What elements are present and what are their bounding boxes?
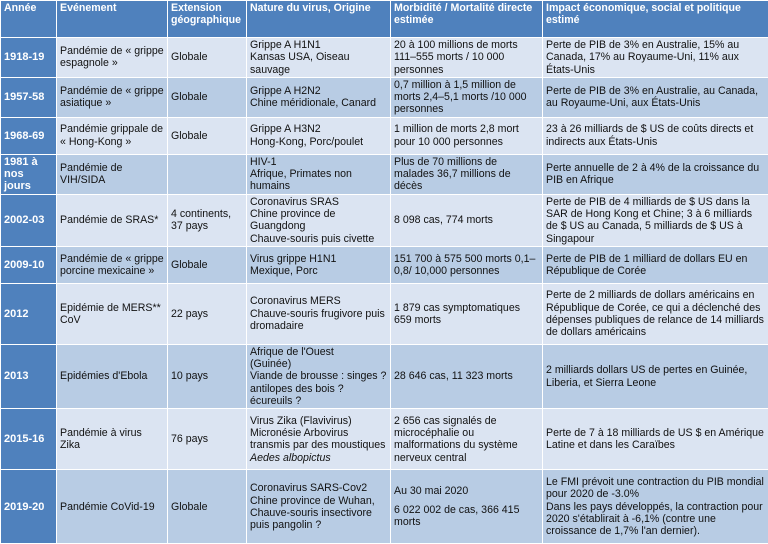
impact-cell: Perte de PIB de 4 milliards de $ US dans la SAR de Hong Kong et Chine; 3 à 6 milliards de $ US au Canada, 5 milliards de $ US à Singapour bbox=[543, 194, 768, 246]
nature-line: Afrique, Primates non humains bbox=[250, 168, 387, 193]
event-cell: Pandémie à virus Zika bbox=[57, 409, 168, 470]
morbidity-cell: 1 million de morts 2,8 mort pour 10 000 personnes bbox=[391, 117, 543, 154]
nature-cell bbox=[247, 246, 391, 283]
year-cell: 2012 bbox=[1, 283, 57, 344]
year-cell: 2009-10 bbox=[1, 246, 57, 283]
morbidity-cell bbox=[391, 470, 543, 544]
impact-cell: Perte de 2 milliards de dollars américains en République de Corée, ce qui a déclenché des dépenses publiques de relance de 14 milliards de dollars américains bbox=[543, 283, 768, 344]
nature-line: Chine méridionale, Canard bbox=[250, 97, 387, 109]
extent-cell: 10 pays bbox=[168, 344, 247, 408]
table-row bbox=[1, 283, 768, 344]
nature-cell bbox=[247, 154, 391, 194]
year-cell: 2013 bbox=[1, 344, 57, 408]
impact-cell bbox=[543, 470, 768, 544]
nature-line: Chine province de Wuhan, bbox=[250, 495, 387, 507]
morbidity-cell: 0,7 million à 1,5 million de morts 2,4–5,1 morts /10 000 personnes bbox=[391, 77, 543, 117]
table-row bbox=[1, 154, 768, 194]
header-row bbox=[1, 1, 768, 38]
header-event: Evénement bbox=[57, 1, 168, 38]
nature-line: Chauve-souris frugivore puis dromadaire bbox=[250, 308, 387, 333]
nature-line: Virus grippe H1N1 bbox=[250, 253, 387, 265]
event-cell: Pandémie de « grippe asiatique » bbox=[57, 77, 168, 117]
nature-line: (Guinée) bbox=[250, 358, 387, 370]
table-row bbox=[1, 38, 768, 78]
header-nature: Nature du virus, Origine bbox=[247, 1, 391, 38]
year-cell: 2019-20 bbox=[1, 470, 57, 544]
nature-cell bbox=[247, 409, 391, 470]
table-row bbox=[1, 117, 768, 154]
nature-species: Aedes albopictus bbox=[250, 452, 331, 464]
event-cell: Epidémie de MERS** CoV bbox=[57, 283, 168, 344]
table-row bbox=[1, 246, 768, 283]
nature-line: Mexique, Porc bbox=[250, 265, 387, 277]
nature-cell bbox=[247, 194, 391, 246]
nature-cell bbox=[247, 283, 391, 344]
event-cell: Pandémie grippale de « Hong-Kong » bbox=[57, 117, 168, 154]
event-cell: Pandémie de « grippe porcine mexicaine » bbox=[57, 246, 168, 283]
nature-line: Coronavirus MERS bbox=[250, 295, 387, 307]
nature-line: Micronésie Arbovirus transmis par des moustiques bbox=[250, 427, 385, 451]
nature-line: Chauve-souris insectivore puis pangolin ? bbox=[250, 507, 387, 532]
header-extent: Extension géographique bbox=[168, 1, 247, 38]
impact-cell: 23 à 26 milliards de $ US de coûts directs et indirects aux États-Unis bbox=[543, 117, 768, 154]
impact-developed: Dans les pays développés, la contraction pour 2020 s'établirait à -6,1% (contre une croissance de 1,7% l'an dernier). bbox=[546, 501, 765, 538]
extent-cell: 76 pays bbox=[168, 409, 247, 470]
nature-line: Grippe A H3N2 bbox=[250, 123, 387, 135]
event-cell: Epidémies d'Ebola bbox=[57, 344, 168, 408]
extent-cell: 22 pays bbox=[168, 283, 247, 344]
impact-cell: Perte annuelle de 2 à 4% de la croissance du PIB en Afrique bbox=[543, 154, 768, 194]
nature-cell bbox=[247, 38, 391, 78]
year-cell: 1981 à nos jours bbox=[1, 154, 57, 194]
extent-cell: 4 continents, 37 pays bbox=[168, 194, 247, 246]
morbidity-cell: 151 700 à 575 500 morts 0,1–0,8/ 10,000 personnes bbox=[391, 246, 543, 283]
year-cell: 1968-69 bbox=[1, 117, 57, 154]
nature-line: Kansas USA, Oiseau sauvage bbox=[250, 51, 387, 76]
nature-line: Coronavirus SARS-Cov2 bbox=[250, 482, 387, 494]
extent-cell: Globale bbox=[168, 117, 247, 154]
impact-cell: Perte de PIB de 1 milliard de dollars EU en République de Corée bbox=[543, 246, 768, 283]
event-cell: Pandémie CoVid-19 bbox=[57, 470, 168, 544]
event-cell: Pandémie de VIH/SIDA bbox=[57, 154, 168, 194]
nature-line: Chauve-souris puis civette bbox=[250, 233, 387, 245]
extent-cell bbox=[168, 154, 247, 194]
morbidity-cell: 2 656 cas signalés de microcéphalie ou malformations du système nerveux central bbox=[391, 409, 543, 470]
impact-cell: Perte de PIB de 3% en Australie, au Canada, au Royaume-Uni, aux États-Unis bbox=[543, 77, 768, 117]
morbidity-cell: 20 à 100 millions de morts 111–555 morts / 10 000 personnes bbox=[391, 38, 543, 78]
nature-cell bbox=[247, 77, 391, 117]
impact-cell: Perte de PIB de 3% en Australie, 15% au Canada, 17% au Royaume-Uni, 11% aux États-Unis bbox=[543, 38, 768, 78]
nature-line: HIV-1 bbox=[250, 156, 387, 168]
extent-cell: Globale bbox=[168, 246, 247, 283]
table-row bbox=[1, 344, 768, 408]
morbidity-cell: 28 646 cas, 11 323 morts bbox=[391, 344, 543, 408]
nature-line: Viande de brousse : singes ? antilopes des bois ? écureuils ? bbox=[250, 370, 387, 407]
impact-cell: 2 milliards dollars US de pertes en Guinée, Liberia, et Sierra Leone bbox=[543, 344, 768, 408]
morbidity-cell: 8 098 cas, 774 morts bbox=[391, 194, 543, 246]
nature-line: Coronavirus SRAS bbox=[250, 196, 387, 208]
nature-line: Hong-Kong, Porc/poulet bbox=[250, 136, 387, 148]
header-morbidity: Morbidité / Mortalité directe estimée bbox=[391, 1, 543, 38]
nature-line: Virus Zika (Flavivirus) bbox=[250, 415, 387, 427]
table-row bbox=[1, 194, 768, 246]
impact-imf: Le FMI prévoit une contraction du PIB mondial pour 2020 de -3.0% bbox=[546, 476, 765, 501]
table-row bbox=[1, 77, 768, 117]
header-year: Année bbox=[1, 1, 57, 38]
morbidity-cell: Plus de 70 millions de malades 36,7 millions de décès bbox=[391, 154, 543, 194]
year-cell: 1957-58 bbox=[1, 77, 57, 117]
year-cell: 2015-16 bbox=[1, 409, 57, 470]
nature-cell bbox=[247, 117, 391, 154]
extent-cell: Globale bbox=[168, 470, 247, 544]
year-cell: 1918-19 bbox=[1, 38, 57, 78]
nature-line: Grippe A H2N2 bbox=[250, 85, 387, 97]
event-cell: Pandémie de « grippe espagnole » bbox=[57, 38, 168, 78]
table-row bbox=[1, 470, 768, 544]
table-row bbox=[1, 409, 768, 470]
year-cell: 2002-03 bbox=[1, 194, 57, 246]
extent-cell: Globale bbox=[168, 77, 247, 117]
event-cell: Pandémie de SRAS* bbox=[57, 194, 168, 246]
morbidity-cell: 1 879 cas symptomatiques 659 morts bbox=[391, 283, 543, 344]
impact-cell: Perte de 7 à 18 milliards de US $ en Amérique Latine et dans les Caraïbes bbox=[543, 409, 768, 470]
nature-line: Afrique de l'Ouest bbox=[250, 346, 387, 358]
extent-cell: Globale bbox=[168, 38, 247, 78]
nature-cell bbox=[247, 470, 391, 544]
nature-cell bbox=[247, 344, 391, 408]
morbidity-figures: 6 022 002 de cas, 366 415 morts bbox=[394, 504, 539, 529]
nature-line: Chine province de Guangdong bbox=[250, 208, 387, 233]
morbidity-date: Au 30 mai 2020 bbox=[394, 485, 539, 497]
nature-line: Grippe A H1N1 bbox=[250, 39, 387, 51]
header-impact: Impact économique, social et politique estimé bbox=[543, 1, 768, 38]
